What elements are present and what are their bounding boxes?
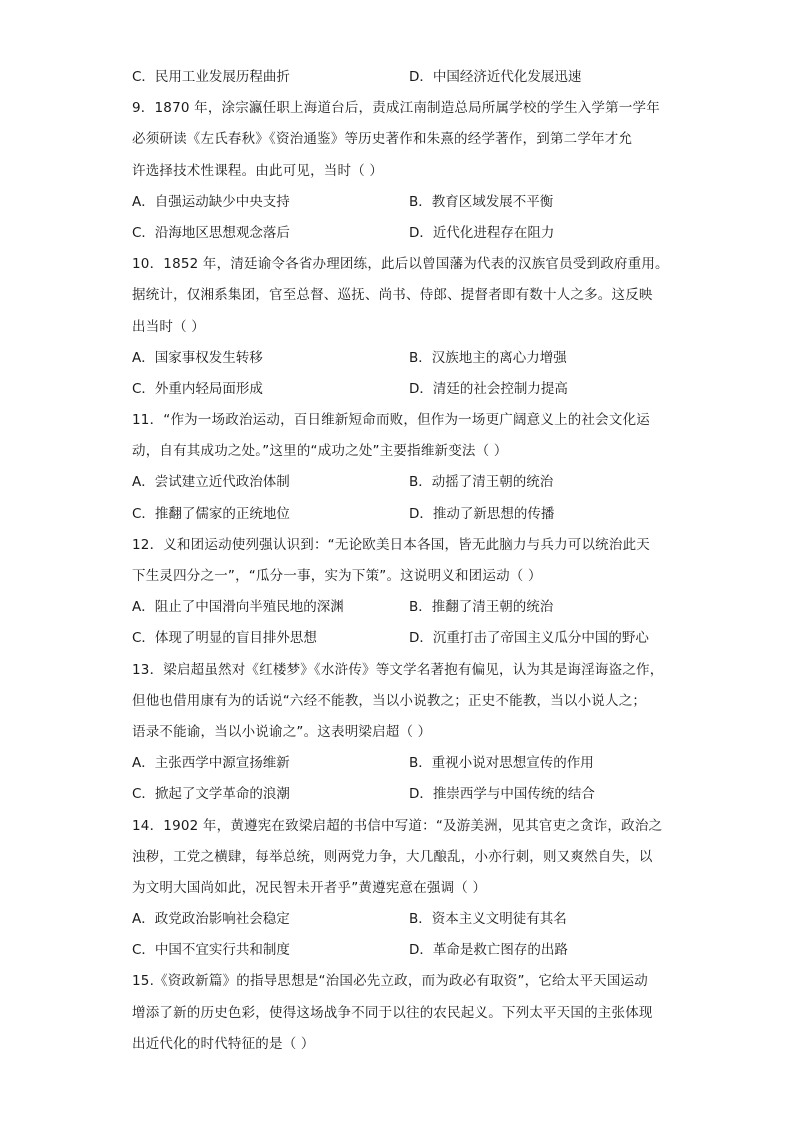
question-15 — [132, 966, 672, 1060]
q15-stem-line-2: 增添了新的历史色彩，使得这场战争不同于以往的农民起义。下列太平天国的主张体现 — [132, 1004, 653, 1021]
q12-options-row-2 — [132, 623, 672, 654]
q10-option-a[interactable]: A．国家事权发生转移 — [132, 349, 263, 366]
q14-options-row-1 — [132, 904, 672, 935]
q9-options-row-1 — [132, 187, 672, 218]
q8-option-d[interactable]: D．中国经济近代化发展迅速 — [409, 69, 582, 85]
q14-stem-line-1: 14．1902 年，黄遵宪在致梁启超的书信中写道：“及游美洲，见其官吏之贪诈，政治之 — [132, 817, 663, 834]
q8-options-row-2 — [132, 62, 672, 93]
q12-stem-line-2: 下生灵四分之一”，“瓜分一事，实为下策”。这说明义和团运动（ ） — [132, 568, 542, 584]
q8-option-c[interactable]: C．民用工业发展历程曲折 — [132, 69, 290, 85]
q12-option-b[interactable]: B．推翻了清王朝的统治 — [409, 599, 554, 616]
q10-option-d[interactable]: D．清廷的社会控制力提高 — [409, 380, 568, 397]
q13-option-d[interactable]: D．推崇西学与中国传统的结合 — [409, 786, 595, 803]
q9-option-d[interactable]: D．近代化进程存在阻力 — [409, 224, 555, 241]
q9-stem-line-2: 必须研读《左氏春秋》《资治通鉴》等历史著作和朱熹的经学著作，到第二学年才允 — [132, 131, 633, 148]
q10-option-b[interactable]: B．汉族地主的离心力增强 — [409, 349, 567, 366]
q13-option-c[interactable]: C．掀起了文学革命的浪潮 — [132, 786, 290, 803]
q11-stem-line-1: 11．“作为一场政治运动，百日维新短命而败，但作为一场更广阔意义上的社会文化运 — [132, 412, 650, 429]
q9-option-a[interactable]: A．自强运动缺少中央支持 — [132, 193, 290, 210]
question-13 — [132, 655, 672, 811]
q11-option-c[interactable]: C．推翻了儒家的正统地位 — [132, 505, 290, 522]
q14-option-d[interactable]: D．革命是救亡图存的出路 — [409, 942, 568, 959]
q15-stem-line-3: 出近代化的时代特征的是（ ） — [132, 1035, 315, 1052]
q14-options-row-2 — [132, 935, 672, 966]
question-14 — [132, 811, 672, 967]
q12-option-a[interactable]: A．阻止了中国滑向半殖民地的深渊 — [132, 599, 344, 616]
q13-stem-line-3: 语录不能谕，当以小说谕之”。这表明梁启超（ ） — [132, 723, 432, 740]
q9-stem-line-3: 许选择技术性课程。由此可见，当时（ ） — [132, 162, 384, 179]
q10-stem-line-1: 10．1852 年，清廷谕令各省办理团练，此后以曾国藩为代表的汉族官员受到政府重用。 — [132, 256, 669, 273]
q13-option-b[interactable]: B．重视小说对思想宣传的作用 — [409, 755, 594, 772]
question-9 — [132, 93, 672, 249]
q11-stem-line-2: 动，自有其成功之处。”这里的“成功之处”主要指维新变法（ ） — [132, 443, 508, 460]
question-12 — [132, 530, 672, 655]
q11-options-row-1 — [132, 467, 672, 498]
q9-option-b[interactable]: B．教育区域发展不平衡 — [409, 193, 554, 210]
q9-stem-line-1: 9．1870 年，涂宗瀛任职上海道台后，责成江南制造总局所属学校的学生入学第一学年 — [132, 100, 660, 117]
q13-options-row-1 — [132, 748, 672, 779]
question-10 — [132, 249, 672, 405]
q13-stem-line-2: 但他也借用康有为的话说“六经不能教，当以小说教之；正史不能教，当以小说人之； — [132, 692, 647, 709]
q14-option-a[interactable]: A．政党政治影响社会稳定 — [132, 911, 290, 928]
exam-page — [132, 62, 672, 1060]
q12-option-d[interactable]: D．沉重打击了帝国主义瓜分中国的野心 — [409, 630, 649, 647]
q10-stem-line-3: 出当时（ ） — [132, 318, 205, 335]
q10-options-row-2 — [132, 374, 672, 405]
q9-options-row-2 — [132, 218, 672, 249]
q11-options-row-2 — [132, 499, 672, 530]
q12-option-c[interactable]: C．体现了明显的盲目排外思想 — [132, 630, 317, 647]
q12-options-row-1 — [132, 592, 672, 623]
q11-option-a[interactable]: A．尝试建立近代政治体制 — [132, 474, 290, 491]
q13-stem-line-1: 13．梁启超虽然对《红楼梦》《水浒传》等文学名著抱有偏见，认为其是诲淫诲盗之作， — [132, 661, 664, 678]
q10-options-row-1 — [132, 343, 672, 374]
q13-options-row-2 — [132, 779, 672, 810]
q14-stem-line-3: 为文明大国尚如此，况民智未开者乎”黄遵宪意在强调（ ） — [132, 879, 487, 896]
q11-option-d[interactable]: D．推动了新思想的传播 — [409, 505, 555, 522]
q12-stem-line-1: 12．义和团运动使列强认识到：“无论欧美日本各国，皆无此脑力与兵力可以统治此天 — [132, 536, 650, 553]
q11-option-b[interactable]: B．动摇了清王朝的统治 — [409, 474, 554, 491]
q10-stem-line-2: 据统计，仅湘系集团，官至总督、巡抚、尚书、侍郎、提督者即有数十人之多。这反映 — [132, 287, 653, 304]
question-11 — [132, 405, 672, 530]
q9-option-c[interactable]: C．沿海地区思想观念落后 — [132, 224, 290, 241]
q10-option-c[interactable]: C．外重内轻局面形成 — [132, 380, 263, 397]
q14-stem-line-2: 浊秽，工党之横肆，每举总统，则两党力争，大几酿乱，小亦行刺，则又爽然自失，以 — [132, 848, 653, 865]
q15-stem-line-1: 15.《资政新篇》的指导思想是“治国必先立政，而为政必有取资”，它给太平天国运动 — [132, 973, 648, 990]
q13-option-a[interactable]: A．主张西学中源宣扬维新 — [132, 755, 290, 772]
q14-option-c[interactable]: C．中国不宜实行共和制度 — [132, 942, 290, 959]
q14-option-b[interactable]: B．资本主义文明徒有其名 — [409, 911, 567, 928]
